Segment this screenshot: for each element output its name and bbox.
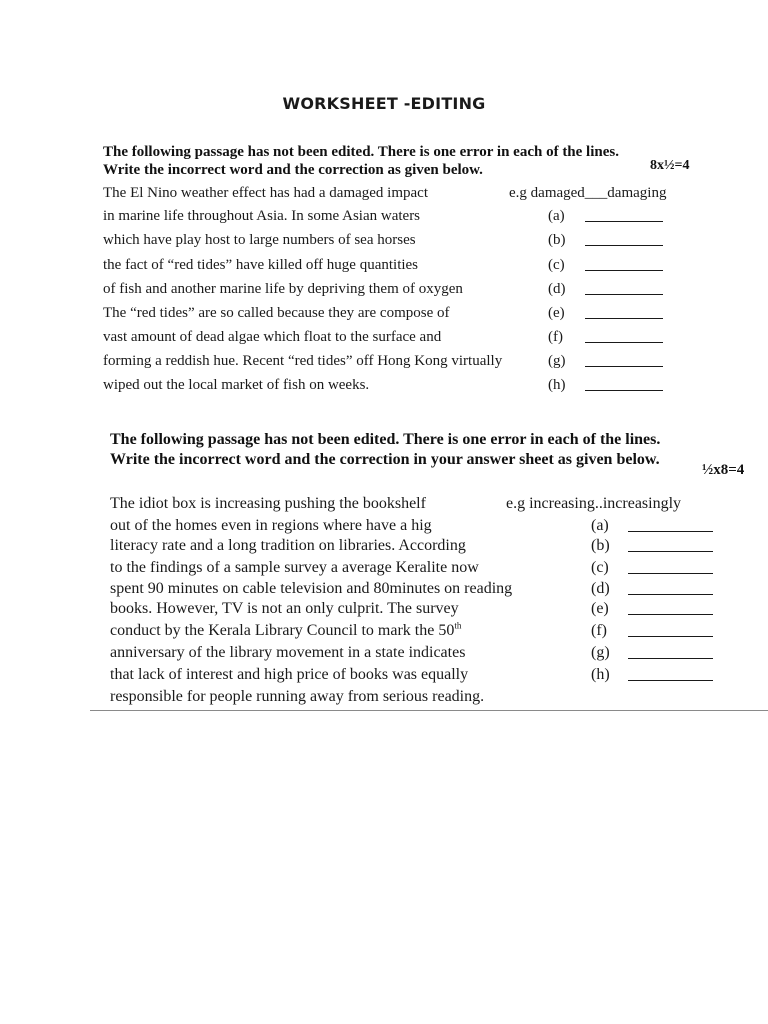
- section-1-answer-blank-h[interactable]: [585, 390, 663, 391]
- section-2-line-7-text: conduct by the Kerala Library Council to mark the 50: [110, 622, 455, 639]
- section-1-example: e.g damaged___damaging: [509, 185, 667, 201]
- section-2-line-9: that lack of interest and high price of books was equally: [110, 666, 469, 683]
- section-2-answer-blank-g[interactable]: [628, 658, 713, 659]
- section-1-line-7: vast amount of dead algae which float to the surface and: [103, 329, 442, 345]
- section-2-answer-blank-c[interactable]: [628, 573, 713, 574]
- section-2-option-h: (h): [591, 666, 610, 683]
- section-2-line-10: responsible for people running away from serious reading.: [110, 688, 485, 705]
- section-2-example: e.g increasing..increasingly: [506, 495, 682, 512]
- section-2-instruction-line-2: Write the incorrect word and the correction in your answer sheet as given below.: [110, 451, 660, 468]
- section-1-instruction-line-1: The following passage has not been edited. There is one error in each of the lines.: [103, 144, 619, 160]
- section-2-option-f: (f): [591, 622, 607, 639]
- section-2-line-6: books. However, TV is not an only culprit. The survey: [110, 600, 459, 617]
- section-2-option-b: (b): [591, 537, 610, 554]
- section-2-option-g: (g): [591, 644, 610, 661]
- section-2-line-5: spent 90 minutes on cable television and 80minutes on reading: [110, 580, 513, 597]
- section-1-answer-blank-e[interactable]: [585, 318, 663, 319]
- section-1-line-4: the fact of “red tides” have killed off huge quantities: [103, 257, 419, 273]
- section-2-line-1: The idiot box is increasing pushing the bookshelf: [110, 495, 426, 512]
- section-1-line-5: of fish and another marine life by depriving them of oxygen: [103, 281, 463, 297]
- section-1-option-a: (a): [548, 208, 565, 224]
- section-1-option-e: (e): [548, 305, 565, 321]
- section-1-option-f: (f): [548, 329, 563, 345]
- section-2-answer-blank-d[interactable]: [628, 594, 713, 595]
- section-1-instruction-line-2: Write the incorrect word and the correction as given below.: [103, 162, 483, 178]
- section-2-answer-blank-b[interactable]: [628, 551, 713, 552]
- section-1-line-6: The “red tides” are so called because they are compose of: [103, 305, 450, 321]
- section-2-line-7: [110, 622, 461, 640]
- section-1-line-3: which have play host to large numbers of sea horses: [103, 232, 416, 248]
- section-2-answer-blank-h[interactable]: [628, 680, 713, 681]
- section-2-answer-blank-e[interactable]: [628, 614, 713, 615]
- section-2-instruction-line-1: The following passage has not been edited. There is one error in each of the lines.: [110, 431, 661, 448]
- section-2-line-3: literacy rate and a long tradition on libraries. According: [110, 537, 466, 554]
- section-1-option-h: (h): [548, 377, 566, 393]
- section-1-option-d: (d): [548, 281, 566, 297]
- section-1-answer-blank-b[interactable]: [585, 245, 663, 246]
- section-2-option-c: (c): [591, 559, 609, 576]
- section-1-marks: 8x½=4: [650, 158, 690, 173]
- section-1-answer-blank-f[interactable]: [585, 342, 663, 343]
- section-2-option-a: (a): [591, 517, 609, 534]
- section-1-option-b: (b): [548, 232, 566, 248]
- page-title: WORKSHEET -EDITING: [282, 94, 486, 113]
- section-2-line-7-superscript: th: [454, 620, 462, 631]
- section-1-option-g: (g): [548, 353, 566, 369]
- section-1-line-1: The El Nino weather effect has had a damaged impact: [103, 185, 428, 201]
- section-2-answer-blank-f[interactable]: [628, 636, 713, 637]
- section-1-line-9: wiped out the local market of fish on weeks.: [103, 377, 370, 393]
- section-1-answer-blank-a[interactable]: [585, 221, 663, 222]
- section-1-answer-blank-c[interactable]: [585, 270, 663, 271]
- section-2-line-4: to the findings of a sample survey a average Keralite now: [110, 559, 479, 576]
- section-1-line-2: in marine life throughout Asia. In some Asian waters: [103, 208, 421, 224]
- section-2-marks: ½x8=4: [702, 462, 745, 478]
- bottom-divider: [90, 710, 768, 711]
- section-1-line-8: forming a reddish hue. Recent “red tides” off Hong Kong virtually: [103, 353, 503, 369]
- section-2-answer-blank-a[interactable]: [628, 531, 713, 532]
- section-2-option-e: (e): [591, 600, 609, 617]
- section-2-option-d: (d): [591, 580, 610, 597]
- section-1-option-c: (c): [548, 257, 565, 273]
- section-1-answer-blank-d[interactable]: [585, 294, 663, 295]
- section-2-line-8: anniversary of the library movement in a state indicates: [110, 644, 466, 661]
- section-1-answer-blank-g[interactable]: [585, 366, 663, 367]
- section-2-line-2: out of the homes even in regions where have a hig: [110, 517, 432, 534]
